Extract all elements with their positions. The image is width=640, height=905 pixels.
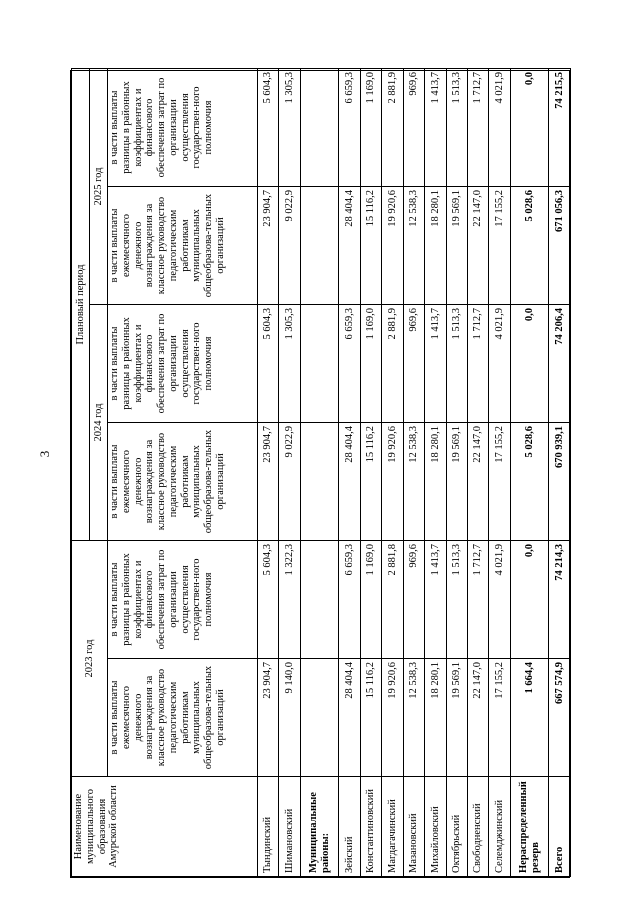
cell-v2023b: 1 413,7 — [425, 541, 446, 659]
row-name: Нераспределенный резерв — [510, 777, 549, 877]
cell-v2024b — [300, 305, 339, 423]
cell-v2024a: 22 147,0 — [468, 423, 489, 541]
cell-v2025a: 18 280,1 — [425, 187, 446, 305]
table-row — [279, 69, 300, 877]
cell-v2025b: 4 021,9 — [489, 69, 510, 187]
rotated-table-frame — [70, 70, 570, 878]
cell-v2023b: 1 322,3 — [279, 541, 300, 659]
cell-v2025a: 22 147,0 — [468, 187, 489, 305]
header-2023-remuneration: в части выплаты ежемесячного денежного вознаграждения за классное руководство педагогическим работникам муниципальных общеобразова-тельных организаций — [108, 659, 258, 777]
cell-v2023a: 18 280,1 — [425, 659, 446, 777]
cell-v2024a: 17 155,2 — [489, 423, 510, 541]
cell-v2024a: 18 280,1 — [425, 423, 446, 541]
cell-v2024b: 4 021,9 — [489, 305, 510, 423]
cell-v2023b: 0,0 — [510, 541, 549, 659]
header-planning-period: Плановый период — [72, 69, 90, 541]
header-year-2025: 2025 год — [90, 69, 108, 305]
table-row — [258, 69, 279, 877]
header-2024-remuneration: в части выплаты ежемесячного денежного вознаграждения за классное руководство педагогическим работникам муниципальных общеобразова-тельных организаций — [108, 423, 258, 541]
table-row — [446, 69, 467, 877]
row-name: Октябрьский — [446, 777, 467, 877]
cell-v2024a: 670 939,1 — [549, 423, 571, 541]
row-name: Михайловский — [425, 777, 446, 877]
cell-v2025a: 9 022,9 — [279, 187, 300, 305]
cell-v2024a: 19 920,6 — [382, 423, 403, 541]
cell-v2025b: 74 215,5 — [549, 69, 571, 187]
table-row — [360, 69, 381, 877]
table-row — [549, 69, 571, 877]
cell-v2023a — [300, 659, 339, 777]
table-row — [300, 69, 339, 877]
cell-v2025a: 15 116,2 — [360, 187, 381, 305]
cell-v2024a: 23 904,7 — [258, 423, 279, 541]
cell-v2023b: 1 169,0 — [360, 541, 381, 659]
row-name: Магдагачинский — [382, 777, 403, 877]
cell-v2023a: 1 664,4 — [510, 659, 549, 777]
header-2023-difference: в части выплаты разницы в районных коэффициентах и финансового обеспечения затрат по организации осуществления государствен-ного полномочия — [108, 541, 258, 659]
header-2025-remuneration: в части выплаты ежемесячного денежного вознаграждения за классное руководство педагогическим работникам муниципальных общеобразова-тельных организаций — [108, 187, 258, 305]
cell-v2025b: 1 413,7 — [425, 69, 446, 187]
cell-v2023b: 5 604,3 — [258, 541, 279, 659]
allocation-table — [71, 68, 571, 877]
cell-v2023a: 17 155,2 — [489, 659, 510, 777]
cell-v2024b: 1 305,3 — [279, 305, 300, 423]
table-body — [258, 69, 571, 877]
cell-v2025a: 12 538,3 — [403, 187, 424, 305]
row-name: Шимановский — [279, 777, 300, 877]
cell-v2024a: 12 538,3 — [403, 423, 424, 541]
cell-v2024b: 2 881,9 — [382, 305, 403, 423]
cell-v2025a: 19 569,1 — [446, 187, 467, 305]
cell-v2023a: 12 538,3 — [403, 659, 424, 777]
cell-v2023b: 4 021,9 — [489, 541, 510, 659]
table-row — [489, 69, 510, 877]
cell-v2023b: 969,6 — [403, 541, 424, 659]
cell-v2024b: 1 513,3 — [446, 305, 467, 423]
cell-v2025a: 19 920,6 — [382, 187, 403, 305]
cell-v2023a: 28 404,4 — [339, 659, 360, 777]
cell-v2023a: 19 920,6 — [382, 659, 403, 777]
cell-v2025b: 1 712,7 — [468, 69, 489, 187]
cell-v2025b: 0,0 — [510, 69, 549, 187]
row-name: Селемджинский — [489, 777, 510, 877]
cell-v2025a: 5 028,6 — [510, 187, 549, 305]
cell-v2025b: 1 513,3 — [446, 69, 467, 187]
cell-v2023a: 19 569,1 — [446, 659, 467, 777]
row-name: Мазановский — [403, 777, 424, 877]
cell-v2024b: 6 659,3 — [339, 305, 360, 423]
cell-v2024a: 15 116,2 — [360, 423, 381, 541]
cell-v2024a: 28 404,4 — [339, 423, 360, 541]
row-name: Муниципальные районы: — [300, 777, 339, 877]
cell-v2024b: 1 413,7 — [425, 305, 446, 423]
cell-v2025a: 17 155,2 — [489, 187, 510, 305]
cell-v2025b: 1 169,0 — [360, 69, 381, 187]
table-row — [339, 69, 360, 877]
cell-v2023b — [300, 541, 339, 659]
cell-v2025a — [300, 187, 339, 305]
cell-v2024a — [300, 423, 339, 541]
cell-v2025b — [300, 69, 339, 187]
row-name: Свободненский — [468, 777, 489, 877]
cell-v2023b: 74 214,3 — [549, 541, 571, 659]
table-row — [403, 69, 424, 877]
cell-v2024a: 9 022,9 — [279, 423, 300, 541]
header-2024-difference: в части выплаты разницы в районных коэффициентах и финансового обеспечения затрат по организации осуществления государствен-ного полномочия — [108, 305, 258, 423]
cell-v2025a: 671 056,3 — [549, 187, 571, 305]
cell-v2025b: 2 881,9 — [382, 69, 403, 187]
page-number: 3 — [37, 450, 52, 458]
table-row — [510, 69, 549, 877]
cell-v2023b: 1 712,7 — [468, 541, 489, 659]
cell-v2024a: 19 569,1 — [446, 423, 467, 541]
cell-v2025b: 969,6 — [403, 69, 424, 187]
cell-v2023a: 23 904,7 — [258, 659, 279, 777]
header-year-2023: 2023 год — [72, 541, 108, 777]
header-year-2024: 2024 год — [90, 305, 108, 541]
row-name: Всего — [549, 777, 571, 877]
cell-v2024b: 0,0 — [510, 305, 549, 423]
table-row — [425, 69, 446, 877]
table-row — [468, 69, 489, 877]
cell-v2023a: 667 574,9 — [549, 659, 571, 777]
cell-v2025b: 5 604,3 — [258, 69, 279, 187]
cell-v2023a: 9 140,0 — [279, 659, 300, 777]
cell-v2024b: 74 206,4 — [549, 305, 571, 423]
cell-v2024a: 5 028,6 — [510, 423, 549, 541]
cell-v2024b: 1 169,0 — [360, 305, 381, 423]
cell-v2024b: 969,6 — [403, 305, 424, 423]
cell-v2023b: 1 513,3 — [446, 541, 467, 659]
cell-v2023b: 6 659,3 — [339, 541, 360, 659]
cell-v2024b: 1 712,7 — [468, 305, 489, 423]
cell-v2025a: 23 904,7 — [258, 187, 279, 305]
row-name: Тындинский — [258, 777, 279, 877]
header-2025-difference: в части выплаты разницы в районных коэффициентах и финансового обеспечения затрат по организации осуществления государствен-ного полномочия — [108, 69, 258, 187]
cell-v2024b: 5 604,3 — [258, 305, 279, 423]
row-name: Константиновский — [360, 777, 381, 877]
row-name: Зейский — [339, 777, 360, 877]
cell-v2023a: 22 147,0 — [468, 659, 489, 777]
table-row — [382, 69, 403, 877]
header-name: Наименование муниципального образования Амурской области — [72, 777, 258, 877]
cell-v2023b: 2 881,8 — [382, 541, 403, 659]
cell-v2025a: 28 404,4 — [339, 187, 360, 305]
cell-v2025b: 1 305,3 — [279, 69, 300, 187]
cell-v2025b: 6 659,3 — [339, 69, 360, 187]
cell-v2023a: 15 116,2 — [360, 659, 381, 777]
